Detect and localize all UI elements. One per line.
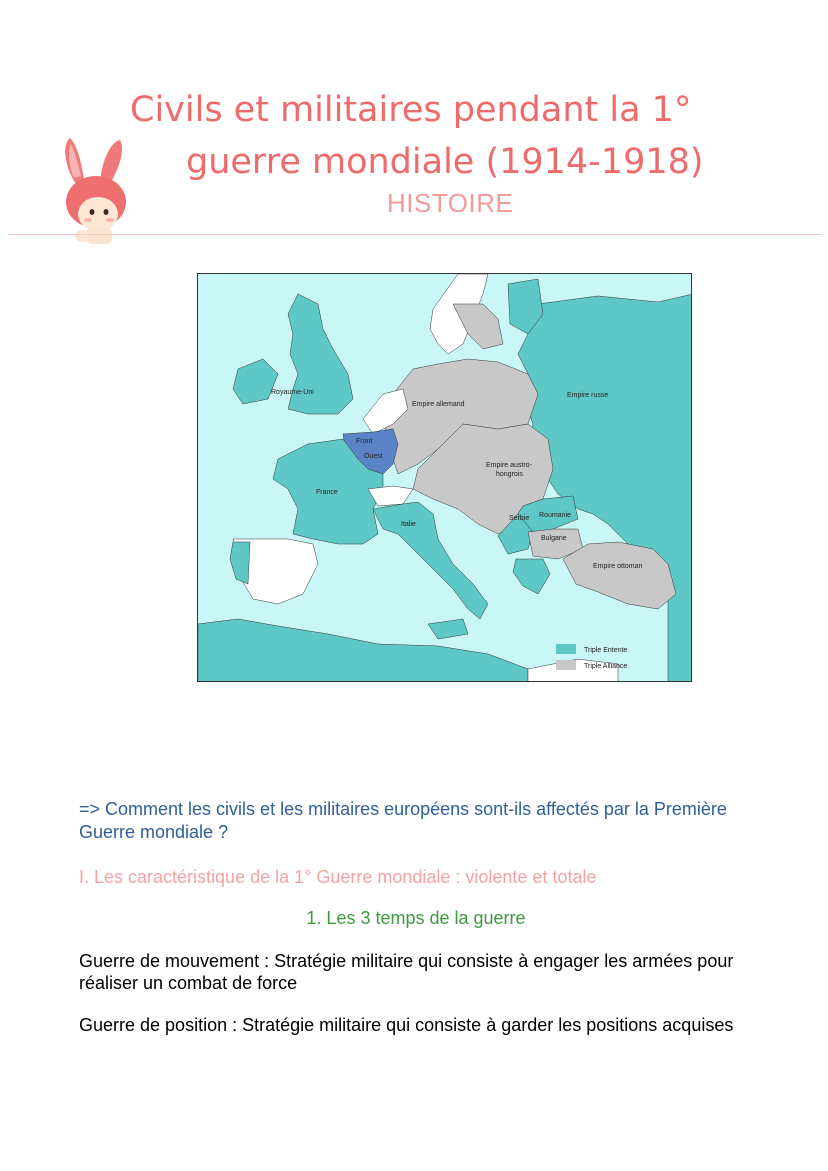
problem-question: => Comment les civils et les militaires européens sont-ils affectés par la Première Guerre mondiale ? xyxy=(79,799,727,842)
map-label-empire-ottoman: Empire ottoman xyxy=(593,563,643,570)
map-label-empire-austro-1: Empire austro- xyxy=(486,462,532,469)
subsection-heading-1: 1. Les 3 temps de la guerre xyxy=(306,908,526,928)
legend-swatch-entente xyxy=(556,644,576,654)
bunny-doll-icon xyxy=(56,136,138,246)
definition-guerre-mouvement: Guerre de mouvement : Stratégie militaire qui consiste à engager les armées pour réaliser un combat de force xyxy=(79,951,734,993)
map-label-serbie: Serbie xyxy=(509,515,530,522)
map-label-empire-austro-2: hongrois xyxy=(496,471,523,478)
map-label-ouest: Ouest xyxy=(364,453,383,460)
page-title-line-1: Civils et militaires pendant la 1° xyxy=(130,90,692,130)
map-label-empire-russe: Empire russe xyxy=(567,392,609,399)
definition-guerre-position: Guerre de position : Stratégie militaire qui consiste à garder les positions acquises xyxy=(79,1015,734,1035)
map-label-roumanie: Roumanie xyxy=(539,512,571,519)
map-label-italie: Italie xyxy=(401,521,416,528)
legend-swatch-alliance xyxy=(556,660,576,670)
legend-label-entente: Triple Entente xyxy=(584,647,628,654)
map-label-france: France xyxy=(316,489,338,496)
map-label-front: Front xyxy=(356,438,373,445)
page-title-line-2: guerre mondiale (1914-1918) xyxy=(186,142,704,182)
map-label-empire-allemand: Empire allemand xyxy=(412,401,465,408)
europe-alliances-map xyxy=(197,273,692,682)
subject-label: HISTOIRE xyxy=(387,188,514,218)
map-label-royaume-uni: Royaume-Uni xyxy=(271,389,314,396)
map-label-bulgarie: Bulgarie xyxy=(541,535,567,542)
header-divider xyxy=(8,234,822,235)
section-heading-1: I. Les caractéristique de la 1° Guerre mondiale : violente et totale xyxy=(79,867,597,887)
legend-label-alliance: Triple Alliance xyxy=(584,663,628,670)
